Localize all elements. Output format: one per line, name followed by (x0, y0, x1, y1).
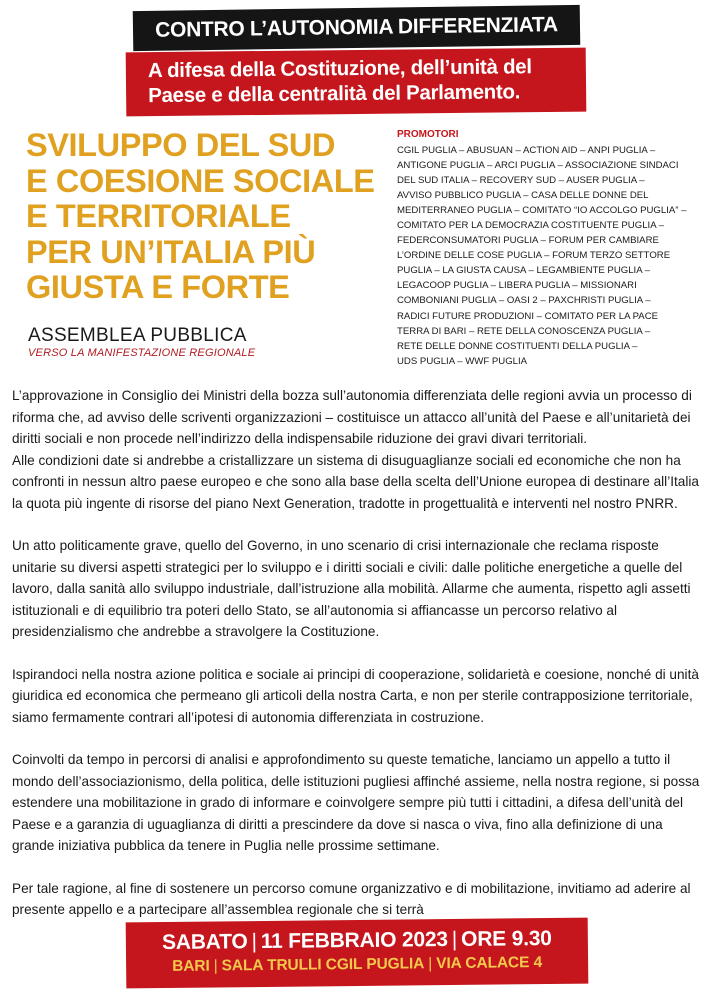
promoters-line: RETE DELLE DONNE COSTITUENTI DELLA PUGLIA – (397, 340, 638, 352)
promoters-line: TERRA DI BARI – RETE DELLA CONOSCENZA PUGLIA – (397, 325, 651, 337)
headline-line: E TERRITORIALE (26, 198, 291, 234)
event-location (126, 952, 588, 979)
event-time: ORE 9.30 (460, 926, 552, 951)
subtitle-line-1: A difesa della Costituzione, dell’unità del (147, 55, 532, 83)
headline-line: PER UN’ITALIA PIÙ (26, 233, 316, 270)
event-banner (126, 918, 589, 989)
assembly-title: ASSEMBLEA PUBBLICA (28, 325, 247, 346)
event-datetime (126, 918, 588, 957)
promoters-line: LEGACOOP PUGLIA – LIBERA PUGLIA – MISSIONARI (397, 280, 637, 292)
top-banner-text: CONTRO L’AUTONOMIA DIFFERENZIATA (155, 13, 558, 42)
body-paragraph: Ispirandoci nella nostra azione politica e sociale ai principi di cooperazione, solidarietà e coesione, nonché di unità giuridica ed economica che permeano gli articoli della nostra Carta, e non per sterile contrapposizione territoriale, siamo fermamente contrari all’ipotesi di autonomia differenziata in costruzione. (12, 666, 699, 725)
promoters-line: MEDITERRANEO PUGLIA – COMITATO “IO ACCOLGO PUGLIA” – (397, 205, 687, 217)
subtitle-line-2: Paese e della centralità del Parlamento. (148, 80, 521, 108)
promoters-line: COMITATO PER LA DEMOCRAZIA COSTITUENTE PUGLIA – (397, 220, 665, 232)
event-city: BARI (172, 957, 210, 975)
promoters-line: ANTIGONE PUGLIA – ARCI PUGLIA – ASSOCIAZIONE SINDACI (397, 160, 679, 172)
event-day: SABATO (161, 930, 248, 955)
promoters-line: RADICI FUTURE PRODUZIONI – COMITATO PER LA PACE (397, 310, 659, 322)
body-paragraph: L’approvazione in Consiglio dei Ministri della bozza sull’autonomia differenziata delle regioni avvia un processo di riforma che, ad avviso delle scriventi organizzazioni – costituisce un attacco all’unità del Paese e all’unitarietà dei diritti sociali e non procede nell’indirizzo della indispensabile riduzione dei gravi divari territoriali. (12, 388, 692, 446)
headline-line: E COESIONE SOCIALE (26, 162, 375, 199)
subtitle-banner (126, 48, 587, 117)
separator: | (451, 927, 458, 952)
promoters-line: COMBONIANI PUGLIA – OASI 2 – PAXCHRISTI PUGLIA – (397, 295, 651, 307)
promoters-line: L’ORDINE DELLE COSE PUGLIA – FORUM TERZO SETTORE (397, 250, 671, 262)
separator: | (213, 957, 218, 975)
promoters-list (397, 128, 697, 369)
body-paragraph: Per tale ragione, al fine di sostenere un percorso comune organizzativo e di mobilitazione, invitiamo ad aderire al presente appello e a partecipare all’assemblea regionale che si terrà (12, 880, 691, 917)
headline-line: GIUSTA E FORTE (26, 269, 290, 305)
promoters-line: CGIL PUGLIA – ABUSUAN – ACTION AID – ANPI PUGLIA – (397, 145, 656, 156)
promoters-line: PUGLIA – LA GIUSTA CAUSA – LEGAMBIENTE PUGLIA – (397, 265, 651, 277)
promoters-line: UDS PUGLIA – WWF PUGLIA (397, 355, 528, 367)
separator: | (251, 930, 257, 954)
body-paragraph: Coinvolti da tempo in percorsi di analisi e approfondimento su queste tematiche, lanciamo un appello a tutto il mondo dell’associazionismo, della politica, delle istituzioni pugliesi affinché assieme, nella nostra regione, si possa estendere una mobilitazione in grado di informare e coinvolgere sempre più tutti i cittadini, a difesa dell’unità del Paese e a garanzia di uguaglianza di diritti a prescindere da dove si nasca o viva, fino alla definizione di una grande iniziativa pubblica da tenere in Puglia nelle prossime settimane. (12, 752, 700, 853)
body-paragraph: Alle condizioni date si andrebbe a cristallizzare un sistema di disuguaglianze sociali ed economiche che non ha confronti in nessun altro paese europeo e che sono alla base della scelta dell’Unione europea di destinare all’Italia la quota più ingente di risorse del piano Next Generation, tradotte in progettualità e interventi nel nostro PNRR. (12, 452, 699, 511)
promoters-line: DEL SUD ITALIA – RECOVERY SUD – AUSER PUGLIA – (397, 175, 645, 187)
headline-line: SVILUPPO DEL SUD (26, 127, 336, 163)
assembly-subtitle: VERSO LA MANIFESTAZIONE REGIONALE (28, 347, 256, 359)
event-date: 11 FEBBRAIO 2023 (260, 928, 448, 954)
event-address: VIA CALACE 4 (436, 954, 543, 973)
promoters-line: FEDERCONSUMATORI PUGLIA – FORUM PER CAMBIARE (397, 235, 659, 247)
event-venue: SALA TRULLI CGIL PUGLIA (221, 955, 425, 975)
promoters-line: AVVISO PUBBLICO PUGLIA – CASA DELLE DONNE DEL (397, 190, 649, 202)
body-paragraph: Un atto politicamente grave, quello del Governo, in uno scenario di crisi internazionale che reclama risposte unitarie su diversi aspetti strategici per lo sviluppo e i diritti sociali e civili: dalle politiche energetiche a quelle del lavoro, dalla sanità allo sviluppo industriale, dall’istruzione alla mobilità. Allarme che aumenta, rispetto agli assetti istituzionali e di equilibrio tra poteri dello Stato, se all’autonomia si affiancasse un percorso relativo al presidenzialismo che andrebbe a stravolgere la Costituzione. (12, 538, 691, 639)
top-banner (133, 5, 581, 51)
main-headline (26, 128, 386, 306)
promoters-title: PROMOTORI (397, 129, 459, 140)
appeal-body (12, 385, 700, 942)
separator: | (428, 955, 433, 973)
